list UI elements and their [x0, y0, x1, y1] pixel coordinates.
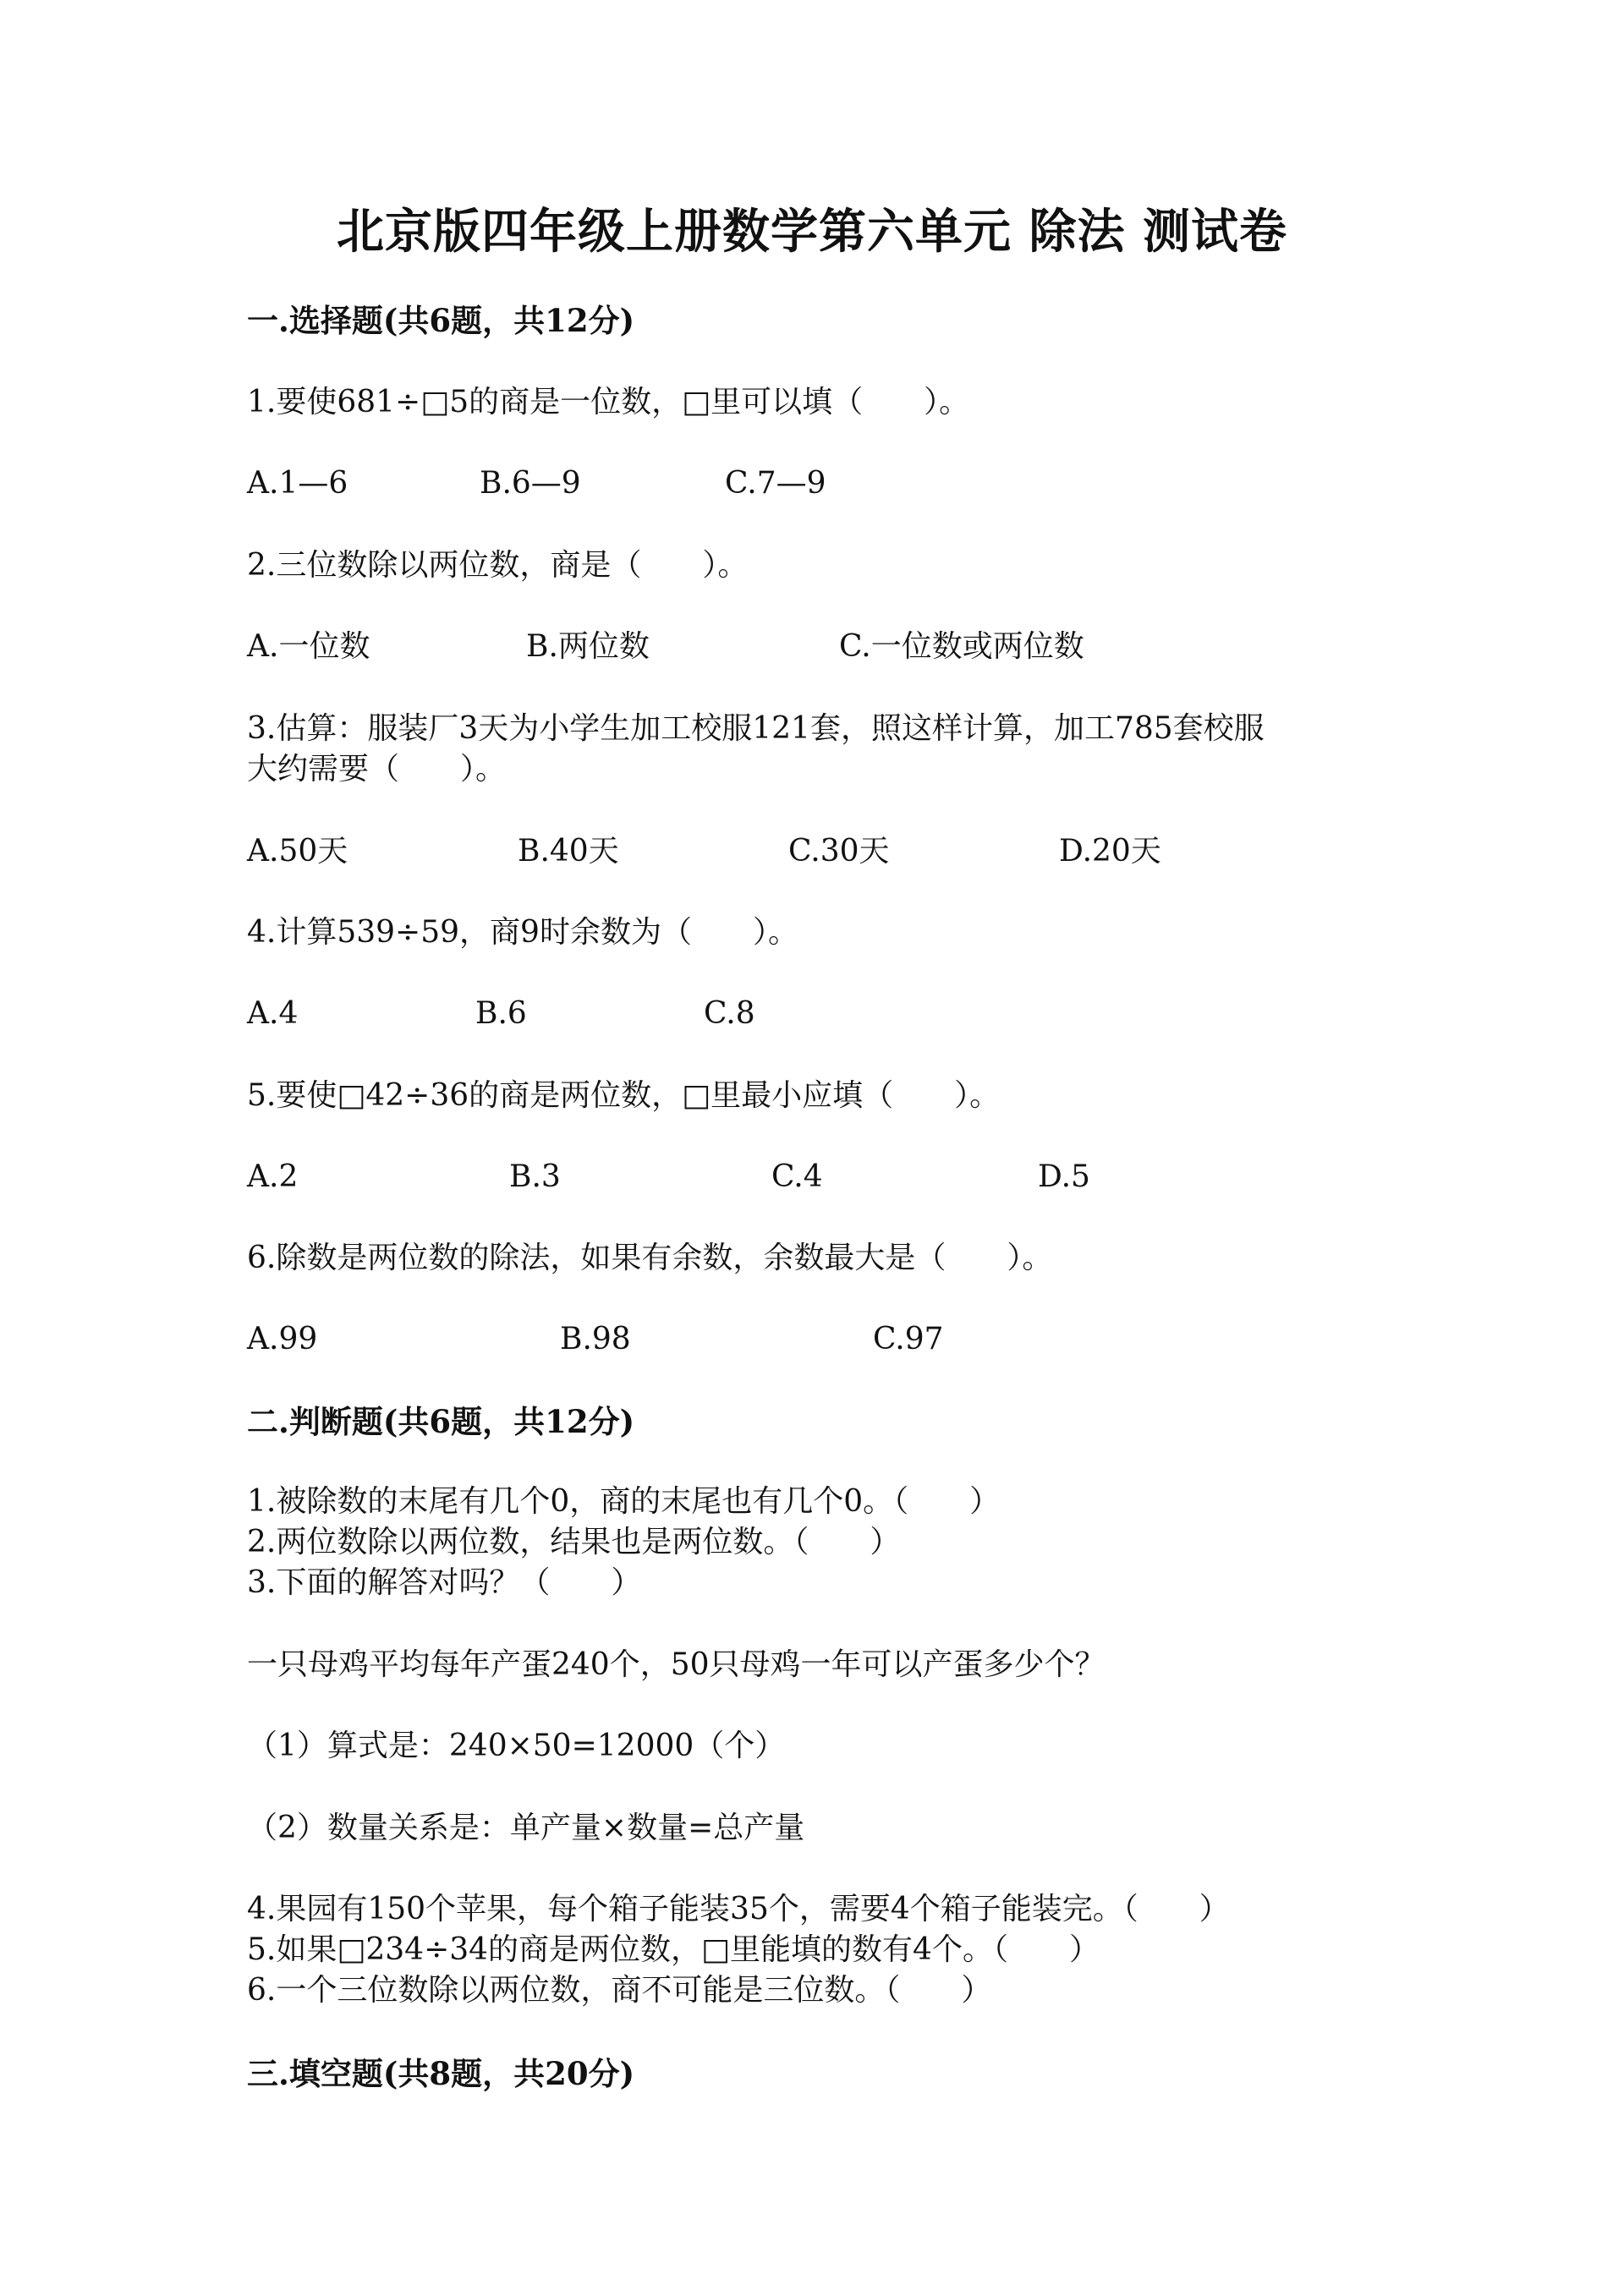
solution-step-1: （1）算式是：240×50=12000（个） — [247, 1729, 786, 1763]
option-c: C.97 — [873, 1322, 944, 1356]
word-problem: 一只母鸡平均每年产蛋240个，50只母鸡一年可以产蛋多少个？ — [247, 1647, 1106, 1682]
option-b: B.6—9 — [480, 466, 581, 501]
option-b: B.98 — [560, 1322, 631, 1356]
question-stem-line2: 大约需要（ ）。 — [247, 752, 507, 786]
section-heading-fill-in: 三.填空题(共8题，共20分) — [247, 2055, 635, 2092]
option-a: A.50天 — [247, 834, 348, 869]
judgement-item: 1.被除数的末尾有几个0，商的末尾也有几个0。（ ） — [247, 1484, 1001, 1519]
option-a: A.1—6 — [247, 466, 348, 501]
question-stem: 2.三位数除以两位数，商是（ ）。 — [247, 548, 749, 583]
option-b: B.40天 — [518, 834, 619, 869]
option-b: B.6 — [475, 996, 527, 1031]
solution-step-2: （2）数量关系是：单产量×数量=总产量 — [247, 1811, 805, 1845]
option-c: C.4 — [771, 1159, 823, 1194]
judgement-item: 2.两位数除以两位数，结果也是两位数。（ ） — [247, 1525, 901, 1559]
question-stem-line1: 3.估算：服装厂3天为小学生加工校服121套，照这样计算，加工785套校服 — [247, 711, 1265, 746]
judgement-item: 5.如果□234÷34的商是两位数，□里能填的数有4个。（ ） — [247, 1932, 1100, 1967]
question-stem: 5.要使□42÷36的商是两位数，□里最小应填（ ）。 — [247, 1078, 1001, 1113]
question-stem: 4.计算539÷59，商9时余数为（ ）。 — [247, 915, 798, 950]
option-a: A.99 — [247, 1322, 318, 1356]
judgement-item: 6.一个三位数除以两位数，商不可能是三位数。（ ） — [247, 1973, 992, 2008]
option-d: D.20天 — [1059, 834, 1161, 869]
judgement-item: 4.果园有150个苹果，每个箱子能装35个，需要4个箱子能装完。（ ） — [247, 1892, 1230, 1926]
option-a: A.4 — [247, 996, 299, 1031]
page-title: 北京版四年级上册数学第六单元 除法 测试卷 — [337, 204, 1287, 260]
question-stem: 6.除数是两位数的除法，如果有余数，余数最大是（ ）。 — [247, 1241, 1053, 1275]
option-c: C.30天 — [788, 834, 890, 869]
option-d: D.5 — [1038, 1159, 1090, 1194]
judgement-item: 3.下面的解答对吗？（ ） — [247, 1565, 642, 1600]
section-heading-choice: 一.选择题(共6题，共12分) — [247, 302, 635, 339]
option-b: B.3 — [509, 1159, 561, 1194]
option-a: A.2 — [247, 1159, 299, 1194]
question-stem: 1.要使681÷□5的商是一位数，□里可以填（ ）。 — [247, 385, 970, 419]
option-c: C.8 — [704, 996, 755, 1031]
section-heading-judgement: 二.判断题(共6题，共12分) — [247, 1403, 635, 1440]
option-a: A.一位数 — [247, 629, 370, 664]
option-b: B.两位数 — [526, 629, 650, 664]
option-c: C.一位数或两位数 — [839, 629, 1084, 664]
option-c: C.7—9 — [725, 466, 826, 501]
